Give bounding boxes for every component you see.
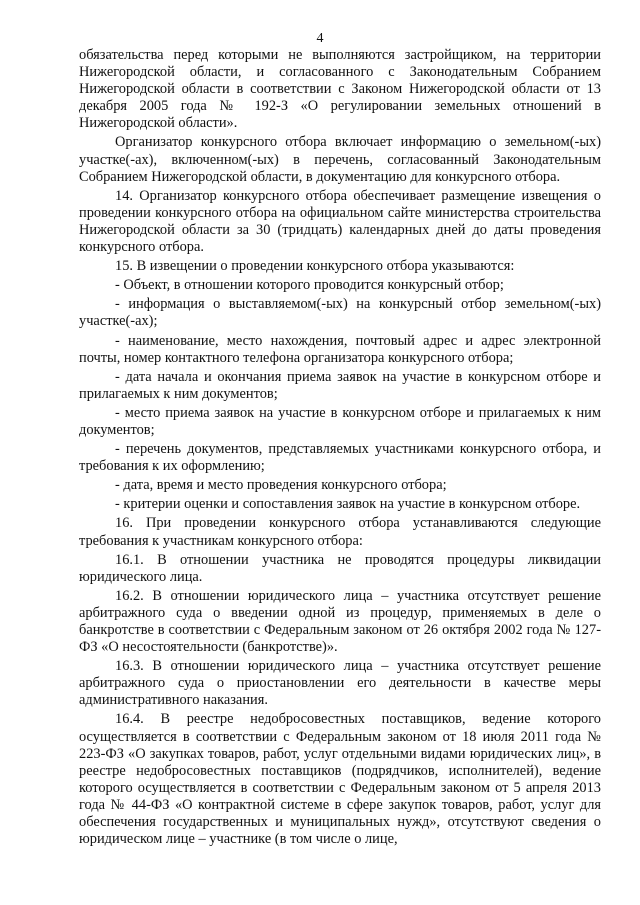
list-item-documents-list: - перечень документов, представляемых участниками конкурсного отбора, и требования к их оформлению; — [79, 441, 601, 475]
paragraph-16-4: 16.4. В реестре недобросовестных поставщиков, ведение которого осуществляется в соответствии с Федеральным законом от 18 июля 2011 года № 223-ФЗ «О закупках товаров, работ, услуг отдельными видами юридических лиц», в реестре недобросовестных поставщиков (подрядчиков, исполнителей), ведение которого осуществляется в соответствии с Федеральным законом от 5 апреля 2013 года № 44-ФЗ «О контрактной системе в сфере закупок товаров, работ, услуг для обеспечения государственных и муниципальных нужд», отсутствуют сведения о юридическом лице – участнике (в том числе о лице, — [79, 711, 601, 848]
paragraph-15: 15. В извещении о проведении конкурсного отбора указываются: — [115, 258, 515, 275]
list-item-date-time-place: - дата, время и место проведения конкурсного отбора; — [115, 477, 447, 494]
paragraph-16-3: 16.3. В отношении юридического лица – участника отсутствует решение арбитражного суда о приостановлении его деятельности в качестве меры административного наказания. — [79, 658, 601, 709]
paragraph-continuation: обязательства перед которыми не выполняются застройщиком, на территории Нижегородской области, и согласованного с Законодательным Собранием Нижегородской области в соответствии с Законом Нижегородской области от 13 декабря 2005 года № 192-З «О регулировании земельных отношений в Нижегородской области». — [79, 47, 601, 132]
paragraph-16: 16. При проведении конкурсного отбора устанавливаются следующие требования к участникам конкурсного отбора: — [79, 515, 601, 549]
document-body — [79, 47, 601, 848]
list-item-criteria: - критерии оценки и сопоставления заявок на участие в конкурсном отборе. — [115, 496, 581, 513]
paragraph-organizer-info: Организатор конкурсного отбора включает информацию о земельном(-ых) участке(-ах), включенном(-ых) в перечень, согласованный Законодательным Собранием Нижегородской области, в документацию для конкурсного отбора. — [79, 134, 601, 185]
paragraph-14: 14. Организатор конкурсного отбора обеспечивает размещение извещения о проведении конкурсного отбора на официальном сайте министерства строительства Нижегородской области за 30 (тридцать) календарных дней до даты проведения конкурсного отбора. — [79, 187, 601, 256]
list-item-application-place: - место приема заявок на участие в конкурсном отборе и прилагаемых к ним документов; — [79, 404, 601, 438]
paragraph-16-2: 16.2. В отношении юридического лица – участника отсутствует решение арбитражного суда о введении одной из процедур, применяемых в деле о банкротстве в соответствии с Федеральным законом от 26 октября 2002 года № 127-ФЗ «О несостоятельности (банкротстве)». — [79, 587, 601, 656]
page-number: 4 — [316, 31, 324, 46]
list-item-organizer-contacts: - наименование, место нахождения, почтовый адрес и адрес электронной почты, номер контактного телефона организатора конкурсного отбора; — [79, 332, 601, 366]
paragraph-16-1: 16.1. В отношении участника не проводятся процедуры ликвидации юридического лица. — [79, 551, 601, 585]
list-item-land-info: - информация о выставляемом(-ых) на конкурсный отбор земельном(-ых) участке(-ах); — [79, 296, 601, 330]
list-item-application-dates: - дата начала и окончания приема заявок на участие в конкурсном отборе и прилагаемых к ним документов; — [79, 368, 601, 402]
list-item-object: - Объект, в отношении которого проводится конкурсный отбор; — [115, 277, 504, 294]
